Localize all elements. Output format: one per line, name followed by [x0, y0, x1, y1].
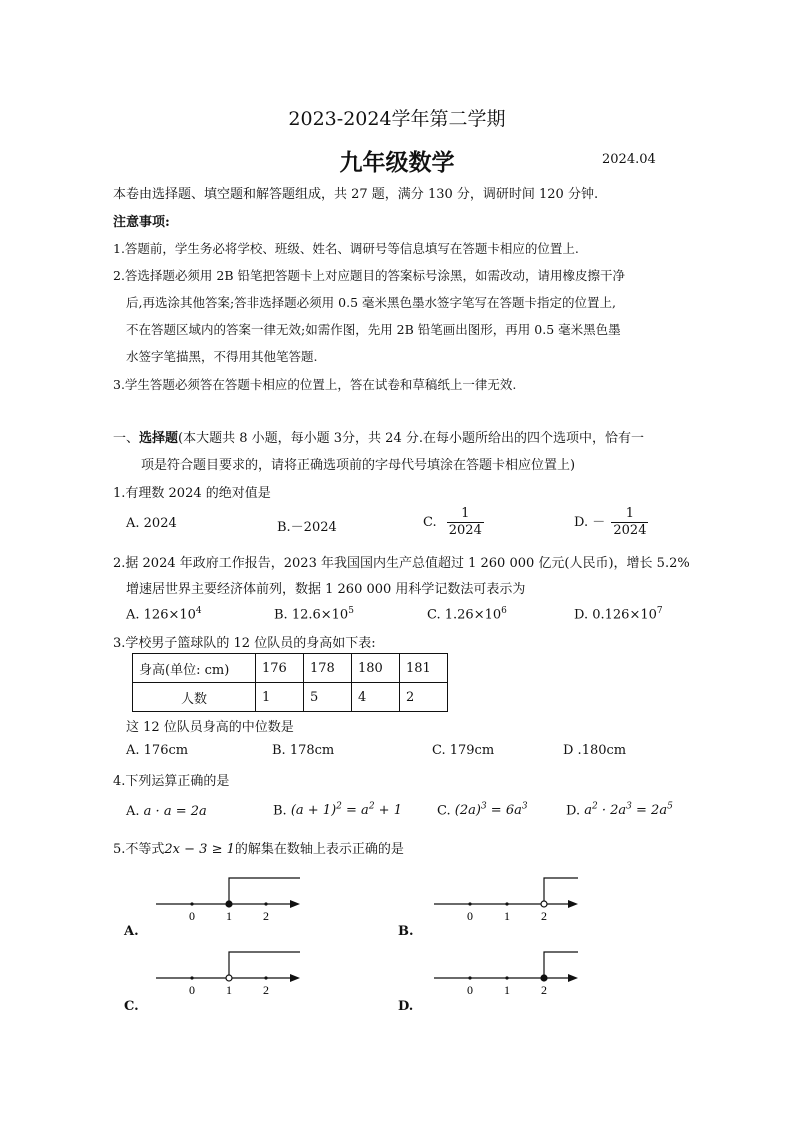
- solution-ray: [544, 878, 578, 904]
- tick-label: 1: [504, 983, 510, 997]
- exam-subject: 九年级数学: [339, 149, 455, 176]
- q4-option-a: A. a · a = 2a: [126, 804, 207, 819]
- tick-dot: [264, 976, 267, 979]
- q3-option-a: A. 176cm: [126, 743, 189, 758]
- notes-heading: 注意事项:: [113, 215, 170, 230]
- q1-option-b: B.－2024: [277, 520, 337, 535]
- section-desc: 项是符合题目要求的，请将正确选项前的字母代号填涂在答题卡相应位置上): [141, 458, 576, 473]
- q1-option-a: A. 2024: [126, 516, 177, 531]
- q3-option-c: C. 179cm: [432, 743, 495, 758]
- exam-date: 2024.04: [602, 152, 656, 167]
- exam-intro: 本卷由选择题、填空题和解答题组成，共 27 题，满分 130 分，调研时间 120 分钟.: [113, 187, 599, 202]
- note-item: 后,再选涂其他答案;答非选择题必须用 0.5 毫米黑色墨水签字笔写在答题卡指定的位置上,: [126, 295, 616, 310]
- number-line-a: [150, 872, 310, 922]
- q3-option-d: D .180cm: [563, 743, 627, 758]
- tick-label: 2: [263, 909, 269, 923]
- number-line-c: [150, 946, 310, 996]
- tick-label: 1: [504, 909, 510, 923]
- section-heading: 一、选择题(本大题共 8 小题，每小题 3分，共 24 分.在每小题所给出的四个选项中，恰有一: [113, 431, 644, 446]
- height-table: [132, 653, 448, 712]
- q3-question: 这 12 位队员身高的中位数是: [126, 720, 294, 735]
- tick-label: 2: [541, 909, 547, 923]
- axis-arrow: [568, 974, 578, 982]
- tick-dot: [468, 902, 471, 905]
- tick-label: 1: [226, 909, 232, 923]
- tick-label: 2: [541, 983, 547, 997]
- tick-label: 0: [467, 983, 473, 997]
- tick-dot: [468, 976, 471, 979]
- q4-option-d: D. $a^2 \cdot 2a^3 = 2a^5$: [566, 802, 673, 819]
- q2-option-d: D. $0.126\times 10^7$: [574, 606, 663, 623]
- q2-stem-cont: 增速居世界主要经济体前列，数据 1 260 000 用科学记数法可表示为: [126, 582, 526, 597]
- note-item: 1.答题前，学生务必将学校、班级、姓名、调研号等信息填写在答题卡相应的位置上.: [113, 241, 579, 256]
- tick-dot: [505, 902, 508, 905]
- number-line-d: [428, 946, 588, 996]
- note-item: 2.答选择题必须用 2B 铅笔把答题卡上对应题目的答案标号涂黑，如需改动，请用橡皮擦干净: [113, 268, 626, 283]
- q5-stem: 5.不等式2x − 3 ≥ 1的解集在数轴上表示正确的是: [113, 842, 404, 857]
- q1-option-d: D. － $\frac{1}{2024}$: [574, 506, 647, 538]
- solution-ray: [544, 952, 578, 978]
- q3-option-b: B. 178cm: [272, 743, 335, 758]
- tick-label: 0: [189, 983, 195, 997]
- axis-arrow: [568, 900, 578, 908]
- closed-point: [541, 975, 547, 981]
- q4-option-c: C. $(2a)^3 = 6a^3$: [437, 802, 528, 819]
- table-row: 身高(单位: cm) 176 178 180 181: [133, 654, 448, 683]
- exam-term: 2023-2024学年第二学期: [288, 108, 506, 130]
- tick-label: 2: [263, 983, 269, 997]
- q1-option-c: C. $\frac{1}{2024}$: [423, 506, 482, 538]
- q2-stem: 2.据 2024 年政府工作报告，2023 年我国国内生产总值超过 1 260 000 亿元(人民币)，增长 5.2%: [113, 556, 690, 571]
- closed-point: [226, 901, 232, 907]
- tick-dot: [190, 902, 193, 905]
- q4-stem: 4.下列运算正确的是: [113, 774, 230, 789]
- q5-option-a-label: A.: [124, 924, 139, 939]
- q5-option-b-label: B.: [398, 924, 414, 939]
- axis-arrow: [290, 900, 300, 908]
- q4-option-b: B. $(a + 1)^2 = a^2 + 1$: [273, 802, 402, 819]
- tick-label: 0: [467, 909, 473, 923]
- solution-ray: [229, 878, 300, 904]
- table-row: 人数 1 5 4 2: [133, 683, 448, 712]
- q5-option-d-label: D.: [398, 999, 414, 1014]
- q2-option-b: B. $12.6\times 10^5$: [274, 606, 354, 623]
- q1-stem: 1.有理数 2024 的绝对值是: [113, 486, 271, 501]
- tick-dot: [505, 976, 508, 979]
- note-item: 3.学生答题必须答在答题卡相应的位置上，答在试卷和草稿纸上一律无效.: [113, 377, 517, 392]
- note-item: 水签字笔描黑，不得用其他笔答题.: [126, 349, 318, 364]
- open-point: [226, 975, 232, 981]
- tick-dot: [264, 902, 267, 905]
- q3-stem: 3.学校男子篮球队的 12 位队员的身高如下表:: [113, 636, 376, 651]
- solution-ray: [229, 952, 300, 978]
- axis-arrow: [290, 974, 300, 982]
- note-item: 不在答题区域内的答案一律无效;如需作图，先用 2B 铅笔画出图形，再用 0.5 毫米黑色墨: [126, 322, 621, 337]
- q2-option-a: A. $126\times 10^4$: [126, 606, 202, 623]
- q5-option-c-label: C.: [124, 999, 139, 1014]
- fraction: $\frac{1}{2024}$: [613, 506, 647, 538]
- q2-option-c: C. $1.26\times 10^6$: [427, 606, 507, 623]
- tick-dot: [190, 976, 193, 979]
- section-name: 选择题: [139, 431, 179, 446]
- tick-label: 1: [226, 983, 232, 997]
- tick-label: 0: [189, 909, 195, 923]
- fraction: $\frac{1}{2024}$: [448, 506, 482, 538]
- open-point: [541, 901, 547, 907]
- number-line-b: [428, 872, 588, 922]
